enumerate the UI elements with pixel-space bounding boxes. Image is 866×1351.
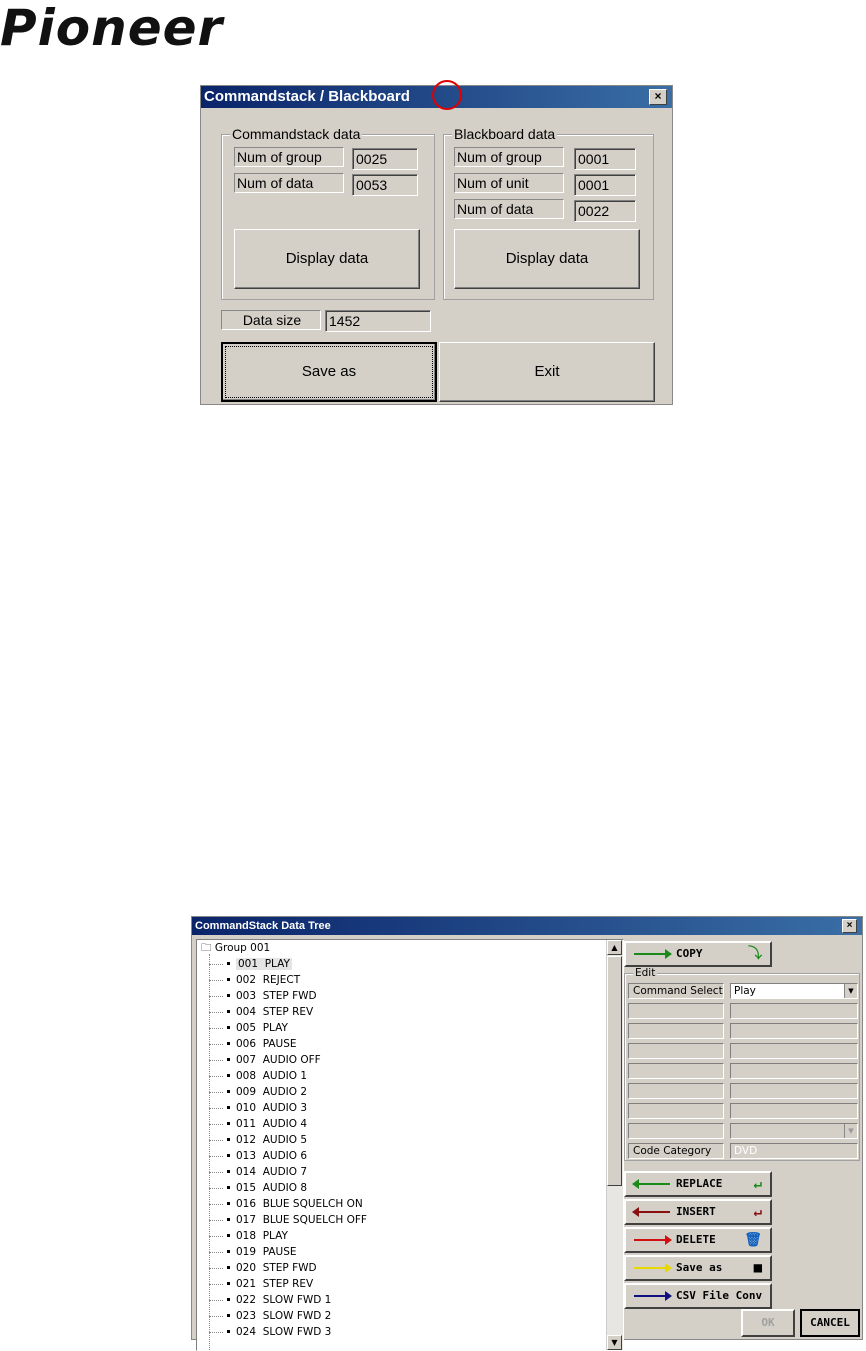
bullet-icon <box>227 1026 230 1029</box>
tree-branch <box>209 1108 223 1109</box>
tree-item-label: 013 AUDIO 6 <box>236 1150 308 1162</box>
commandstack-group <box>221 126 435 300</box>
bullet-icon <box>227 1122 230 1125</box>
bullet-icon <box>227 1106 230 1109</box>
tree-branch <box>209 1140 223 1141</box>
left-arrow-icon <box>634 1211 670 1213</box>
tree-item-label: 010 AUDIO 3 <box>236 1102 308 1114</box>
data-size-value: 1452 <box>325 310 431 332</box>
code-category-value: DVD <box>730 1143 858 1159</box>
tree-item[interactable] <box>209 1004 313 1020</box>
tree-item-label: 016 BLUE SQUELCH ON <box>236 1198 363 1210</box>
tree-item-label: 002 REJECT <box>236 974 301 986</box>
tree-item[interactable] <box>209 1180 307 1196</box>
edit-label-2 <box>628 1003 724 1019</box>
bullet-icon <box>227 1154 230 1157</box>
tree-branch <box>209 1268 223 1269</box>
scroll-thumb[interactable] <box>607 956 622 1186</box>
bullet-icon <box>227 1202 230 1205</box>
num-of-group-value: 0025 <box>352 148 418 170</box>
data-size-label: Data size <box>221 310 321 330</box>
edit-field-5[interactable] <box>730 1063 858 1079</box>
tree-item[interactable] <box>209 1228 288 1244</box>
tree-item[interactable] <box>209 1292 331 1308</box>
bullet-icon <box>227 1234 230 1237</box>
bullet-icon <box>227 1074 230 1077</box>
tree-item-label: 006 PAUSE <box>236 1038 297 1050</box>
right-arrow-icon <box>634 1295 670 1297</box>
tree-item[interactable] <box>209 1068 307 1084</box>
display-commandstack-button[interactable]: Display data <box>234 229 420 289</box>
bullet-icon <box>227 1250 230 1253</box>
ok-button[interactable]: OK <box>741 1309 795 1337</box>
cancel-button[interactable]: CANCEL <box>800 1309 860 1337</box>
blackboard-group-label: Blackboard data <box>454 126 556 142</box>
edit-dropdown-8[interactable] <box>730 1123 858 1139</box>
tree-item[interactable] <box>209 1020 288 1036</box>
edit-label-8 <box>628 1123 724 1139</box>
bullet-icon <box>227 1058 230 1061</box>
chevron-down-icon[interactable]: ▼ <box>844 984 857 998</box>
right-arrow-icon <box>634 953 670 955</box>
tree-item[interactable] <box>209 1100 307 1116</box>
bullet-icon <box>227 1330 230 1333</box>
tree-branch <box>209 1300 223 1301</box>
highlight-circle <box>432 80 462 110</box>
tree-item[interactable] <box>209 1132 307 1148</box>
bullet-icon <box>227 1170 230 1173</box>
dialog-title: Commandstack / Blackboard <box>201 86 672 108</box>
bullet-icon <box>227 1042 230 1045</box>
save-as-button[interactable] <box>624 1255 772 1281</box>
tree-item[interactable] <box>209 1308 331 1324</box>
tree-branch <box>209 1236 223 1237</box>
close-icon[interactable]: × <box>649 89 667 105</box>
bullet-icon <box>227 978 230 981</box>
display-blackboard-button[interactable]: Display data <box>454 229 640 289</box>
command-select-label: Command Select <box>628 983 724 999</box>
bb-num-of-group-value: 0001 <box>574 148 636 170</box>
insert-label: INSERT <box>676 1205 716 1218</box>
tree-item-label: 024 SLOW FWD 3 <box>236 1326 332 1338</box>
edit-label-7 <box>628 1103 724 1119</box>
csv-label: CSV File Conv <box>676 1289 763 1302</box>
bullet-icon <box>227 994 230 997</box>
tree-item-label: 001 PLAY <box>238 958 290 970</box>
commandstack-blackboard-dialog <box>200 85 673 405</box>
tree-item-label: 007 AUDIO OFF <box>236 1054 321 1066</box>
chevron-down-icon[interactable]: ▼ <box>844 1124 857 1138</box>
folder-icon: 🗀 <box>201 942 212 954</box>
return-arrow-icon: ↵ <box>753 1176 762 1192</box>
bullet-icon <box>227 1266 230 1269</box>
tree-item-label: 014 AUDIO 7 <box>236 1166 308 1178</box>
tree-branch <box>209 1252 223 1253</box>
bullet-icon <box>227 1138 230 1141</box>
tree-branch <box>209 1092 223 1093</box>
replace-button[interactable] <box>624 1171 772 1197</box>
tree-item[interactable] <box>209 1084 307 1100</box>
floppy-disk-icon: ■ <box>753 1260 762 1276</box>
edit-field-4[interactable] <box>730 1043 858 1059</box>
tree-item[interactable] <box>209 1164 307 1180</box>
commandstack-group-label: Commandstack data <box>232 126 361 142</box>
tree-branch <box>209 1220 223 1221</box>
right-arrow-icon <box>634 1239 670 1241</box>
tree-branch <box>209 1332 223 1333</box>
data-tree[interactable] <box>196 939 624 1351</box>
bullet-icon <box>227 1010 230 1013</box>
tree-item[interactable] <box>209 1148 307 1164</box>
tree-branch <box>209 1028 223 1029</box>
pioneer-logo: Pioneer <box>0 0 224 57</box>
return-arrow-icon: ↵ <box>753 1204 762 1220</box>
tree-branch <box>209 1284 223 1285</box>
tree-item-label: 012 AUDIO 5 <box>236 1134 308 1146</box>
edit-field-7[interactable] <box>730 1103 858 1119</box>
tree-item-label: 011 AUDIO 4 <box>236 1118 308 1130</box>
tree-item[interactable] <box>209 1196 363 1212</box>
num-of-data-value: 0053 <box>352 174 418 196</box>
bullet-icon <box>227 1314 230 1317</box>
tree-item[interactable] <box>209 1036 297 1052</box>
insert-button[interactable] <box>624 1199 772 1225</box>
exit-button[interactable]: Exit <box>439 342 655 402</box>
tree-item-label: 021 STEP REV <box>236 1278 314 1290</box>
tree-item-label: 019 PAUSE <box>236 1246 297 1258</box>
bb-num-of-group-label: Num of group <box>454 147 564 167</box>
blackboard-group <box>443 126 654 300</box>
edit-field-2[interactable] <box>730 1003 858 1019</box>
code-category-label: Code Category <box>628 1143 724 1159</box>
tree-item-label: 005 PLAY <box>236 1022 288 1034</box>
csv-file-conv-button[interactable] <box>624 1283 772 1309</box>
trash-icon: 🗑 <box>744 1232 762 1248</box>
left-arrow-icon <box>634 1183 670 1185</box>
tree-item[interactable] <box>209 1260 317 1276</box>
num-of-group-label: Num of group <box>234 147 344 167</box>
tree-branch <box>209 1316 223 1317</box>
copy-button[interactable] <box>624 941 772 967</box>
tree-branch <box>209 1012 223 1013</box>
tree-item-label: 017 BLUE SQUELCH OFF <box>236 1214 367 1226</box>
tree-item[interactable] <box>209 1212 367 1228</box>
command-select-dropdown[interactable] <box>730 983 858 999</box>
edit-label-4 <box>628 1043 724 1059</box>
tree-item[interactable] <box>209 972 300 988</box>
tree-branch <box>209 1044 223 1045</box>
edit-field-6[interactable] <box>730 1083 858 1099</box>
bullet-icon <box>227 1090 230 1093</box>
bullet-icon <box>227 1282 230 1285</box>
tree-branch <box>209 1156 223 1157</box>
edit-label-3 <box>628 1023 724 1039</box>
delete-label: DELETE <box>676 1233 716 1246</box>
tree-item[interactable] <box>209 1052 321 1068</box>
tree-root-label: Group 001 <box>214 942 271 954</box>
close-icon[interactable]: × <box>842 919 857 933</box>
tree-branch <box>209 1060 223 1061</box>
tree-item[interactable] <box>209 1244 297 1260</box>
dialog-title: CommandStack Data Tree <box>192 917 862 935</box>
num-of-data-label: Num of data <box>234 173 344 193</box>
tree-item-label: 003 STEP FWD <box>236 990 317 1002</box>
tree-item[interactable] <box>209 1276 313 1292</box>
tree-branch <box>209 1124 223 1125</box>
tree-item-label: 022 SLOW FWD 1 <box>236 1294 332 1306</box>
bb-num-of-data-value: 0022 <box>574 200 636 222</box>
tree-branch <box>209 980 223 981</box>
tree-branch <box>209 1188 223 1189</box>
tree-item[interactable] <box>209 1324 331 1340</box>
save-label: Save as <box>676 1261 723 1274</box>
tree-branch <box>209 996 223 997</box>
tree-branch <box>209 1172 223 1173</box>
tree-item-label: 023 SLOW FWD 2 <box>236 1310 332 1322</box>
bullet-icon <box>227 1186 230 1189</box>
tree-scrollbar[interactable] <box>606 940 623 1350</box>
scroll-down-icon[interactable]: ▼ <box>607 1335 622 1350</box>
command-select-value: Play <box>734 985 756 997</box>
bb-num-of-data-label: Num of data <box>454 199 564 219</box>
edit-label-6 <box>628 1083 724 1099</box>
bb-num-of-unit-label: Num of unit <box>454 173 564 193</box>
tree-item-label: 020 STEP FWD <box>236 1262 317 1274</box>
tree-item[interactable] <box>209 1116 307 1132</box>
copy-label: COPY <box>676 947 703 960</box>
tree-item[interactable] <box>209 988 317 1004</box>
edit-group-label: Edit <box>635 967 656 979</box>
bullet-icon <box>227 962 230 965</box>
scroll-up-icon[interactable]: ▲ <box>607 940 622 955</box>
tree-branch <box>209 1076 223 1077</box>
tree-root[interactable] <box>201 940 270 956</box>
tree-branch <box>209 964 223 965</box>
tree-item-label: 015 AUDIO 8 <box>236 1182 308 1194</box>
tree-item[interactable] <box>209 956 292 972</box>
tree-branch <box>209 1204 223 1205</box>
bullet-icon <box>227 1298 230 1301</box>
replace-label: REPLACE <box>676 1177 723 1190</box>
edit-field-3[interactable] <box>730 1023 858 1039</box>
tree-item-label: 009 AUDIO 2 <box>236 1086 308 1098</box>
right-arrow-icon <box>634 1267 670 1269</box>
edit-label-5 <box>628 1063 724 1079</box>
commandstack-data-tree-dialog <box>191 916 863 1347</box>
bb-num-of-unit-value: 0001 <box>574 174 636 196</box>
delete-button[interactable] <box>624 1227 772 1253</box>
save-as-button[interactable]: Save as <box>221 342 437 402</box>
tree-item-label: 004 STEP REV <box>236 1006 314 1018</box>
bullet-icon <box>227 1218 230 1221</box>
tree-item-label: 008 AUDIO 1 <box>236 1070 308 1082</box>
return-arrow-icon: ⤵ <box>748 946 762 962</box>
tree-item-label: 018 PLAY <box>236 1230 288 1242</box>
